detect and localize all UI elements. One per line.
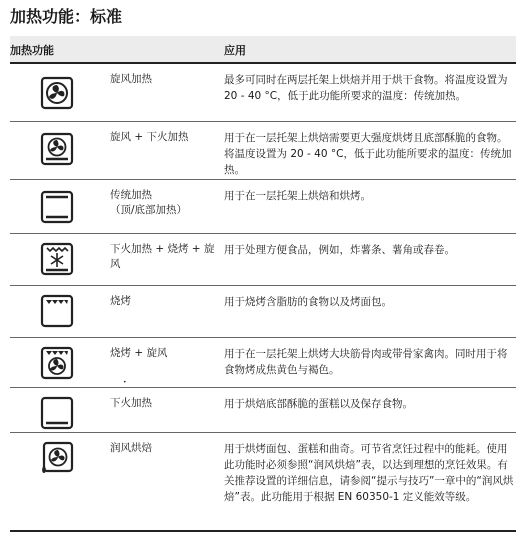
function-name: 传统加热 （顶/底部加热） <box>110 189 188 216</box>
function-name: 旋风加热 <box>110 73 152 85</box>
function-description: 用于在一层托架上烘焙和烘烤。 <box>224 190 371 202</box>
function-name: 烧烤 + 旋风 <box>110 347 168 359</box>
header-function: 加热功能 <box>10 44 54 57</box>
table-row <box>10 286 516 338</box>
function-description: 用于烘烤面包、蛋糕和曲奇。可节省烹饪过程中的能耗。使用此功能时必须参照“润风烘焙”表，以达到理想的烹饪效果。有关推荐设置的详细信息，请参阅“提示与技巧”一章中的“润风烘焙”表。此功能用于根据 EN 60350-1 定义能效等级。 <box>224 443 514 503</box>
function-name: 下火加热 + 烧烤 + 旋风 <box>110 243 215 270</box>
function-name: 下火加热 <box>110 397 152 409</box>
function-description: 用于处理方便食品，例如，炸薯条、薯角或春卷。 <box>224 244 455 256</box>
page-title: 加热功能：标准 <box>10 7 123 26</box>
function-description: 用于在一层托架上烘烤大块筋骨肉或带骨家禽肉。同时用于将食物烤成焦黄色与褐色。 <box>224 348 508 376</box>
table-row <box>10 338 516 388</box>
header-application: 应用 <box>224 44 246 57</box>
table-row: • 下火加热 用于烘焙底部酥脆的蛋糕以及保存食物。 <box>10 388 516 432</box>
table-row <box>10 64 516 122</box>
function-name: 润风烘焙 <box>110 442 152 454</box>
fan-bottom-heat-icon <box>40 132 74 166</box>
top-bottom-heat-icon <box>40 190 74 224</box>
grill-fan-icon <box>40 346 74 380</box>
heating-functions-table <box>10 36 516 532</box>
table-row <box>10 234 516 286</box>
table-row <box>10 180 516 234</box>
function-description: 最多可同时在两层托架上烘焙并用于烘干食物。将温度设置为 20 - 40 °C，低于此功能所要求的温度：传统加热。 <box>224 74 508 102</box>
moist-fan-icon <box>40 441 74 475</box>
function-description: 用于在一层托架上烘焙需要更大强度烘烤且底部酥脆的食物。将温度设置为 20 - 40 °C，低于此功能所要求的温度：传统加热。 <box>224 132 512 176</box>
table-row <box>10 432 516 532</box>
function-description: 用于烘焙底部酥脆的蛋糕以及保存食物。 <box>224 398 413 410</box>
frozen-food-icon <box>40 242 74 276</box>
function-name: 旋风 + 下火加热 <box>110 131 189 143</box>
grill-icon <box>40 294 74 328</box>
function-name: 烧烤 <box>110 295 131 307</box>
bottom-heat-icon <box>40 396 74 430</box>
table-row <box>10 122 516 180</box>
fan-icon <box>40 76 74 110</box>
table-header <box>10 36 516 64</box>
function-description: 用于烧烤含脂肪的食物以及烤面包。 <box>224 296 392 308</box>
